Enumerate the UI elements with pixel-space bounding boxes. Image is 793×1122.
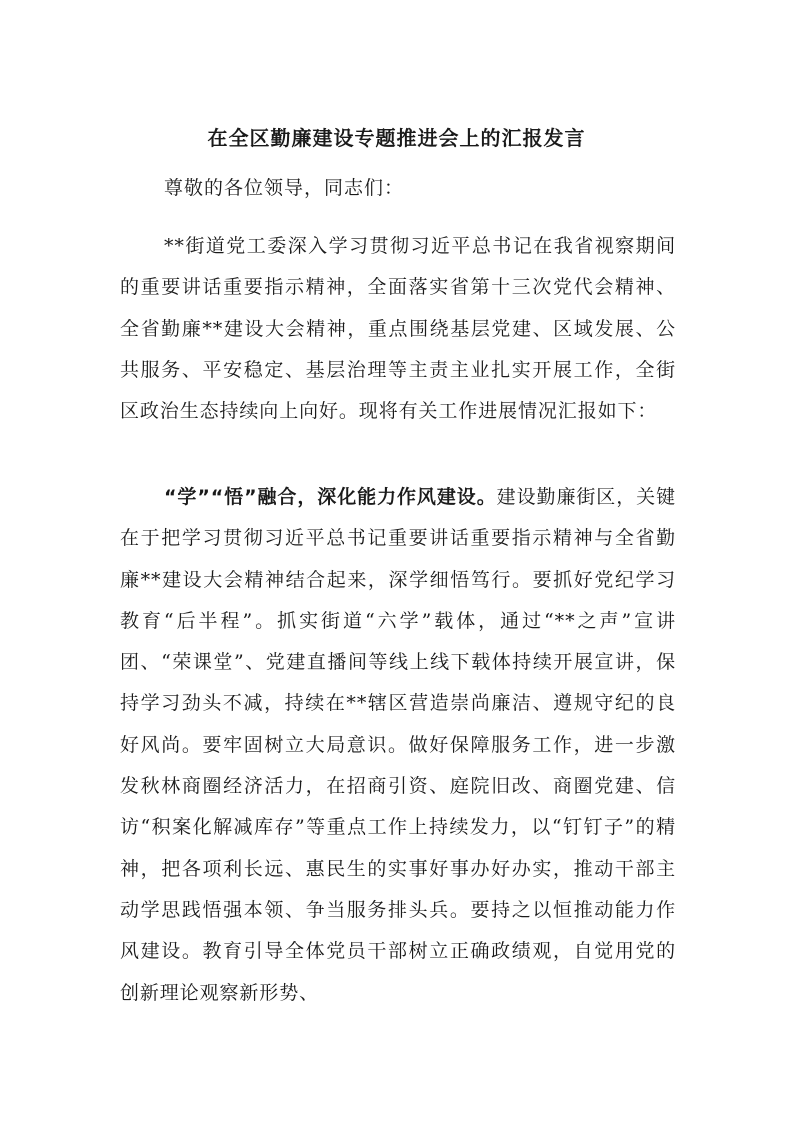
paragraph-intro: **街道党工委深入学习贯彻习近平总书记在我省视察期间的重要讲话重要指示精神，全面落实省第十三次党代会精神、全省勤廉**建设大会精神，重点围绕基层党建、区域发展、公共服务、平安稳定、基层治理等主责主业扎实开展工作，全街区政治生态持续向上向好。现将有关工作进展情况汇报如下： — [120, 235, 676, 423]
section-heading-lead: “学”“悟”融合，深化能力作风建设。 — [164, 486, 497, 508]
section-body: 建设勤廉街区，关键在于把学习贯彻习近平总书记重要讲话重要指示精神与全省勤廉**建设大会精神结合起来，深学细悟笃行。要抓好党纪学习教育“后半程”。抓实街道“六学”载体，通过“**之声”宣讲团、“荣课堂”、党建直播间等线上线下载体持续开展宣讲，保持学习劲头不减，持续在**辖区营造崇尚廉洁、遵规守纪的良好风尚。要牢固树立大局意识。做好保障服务工作，进一步激发秋林商圈经济活力，在招商引资、庭院旧改、商圈党建、信访“积案化解减库存”等重点工作上持续发力，以“钉钉子”的精神，把各项利长远、惠民生的实事好事办好办实，推动干部主动学思践悟强本领、争当服务排头兵。要持之以恒推动能力作风建设。教育引导全体党员干部树立正确政绩观，自觉用党的创新理论观察新形势、 — [120, 486, 676, 1004]
paragraph-section-one — [120, 477, 676, 1014]
document-title: 在全区勤廉建设专题推进会上的汇报发言 — [207, 126, 586, 150]
salutation: 尊敬的各位领导，同志们： — [164, 177, 405, 199]
